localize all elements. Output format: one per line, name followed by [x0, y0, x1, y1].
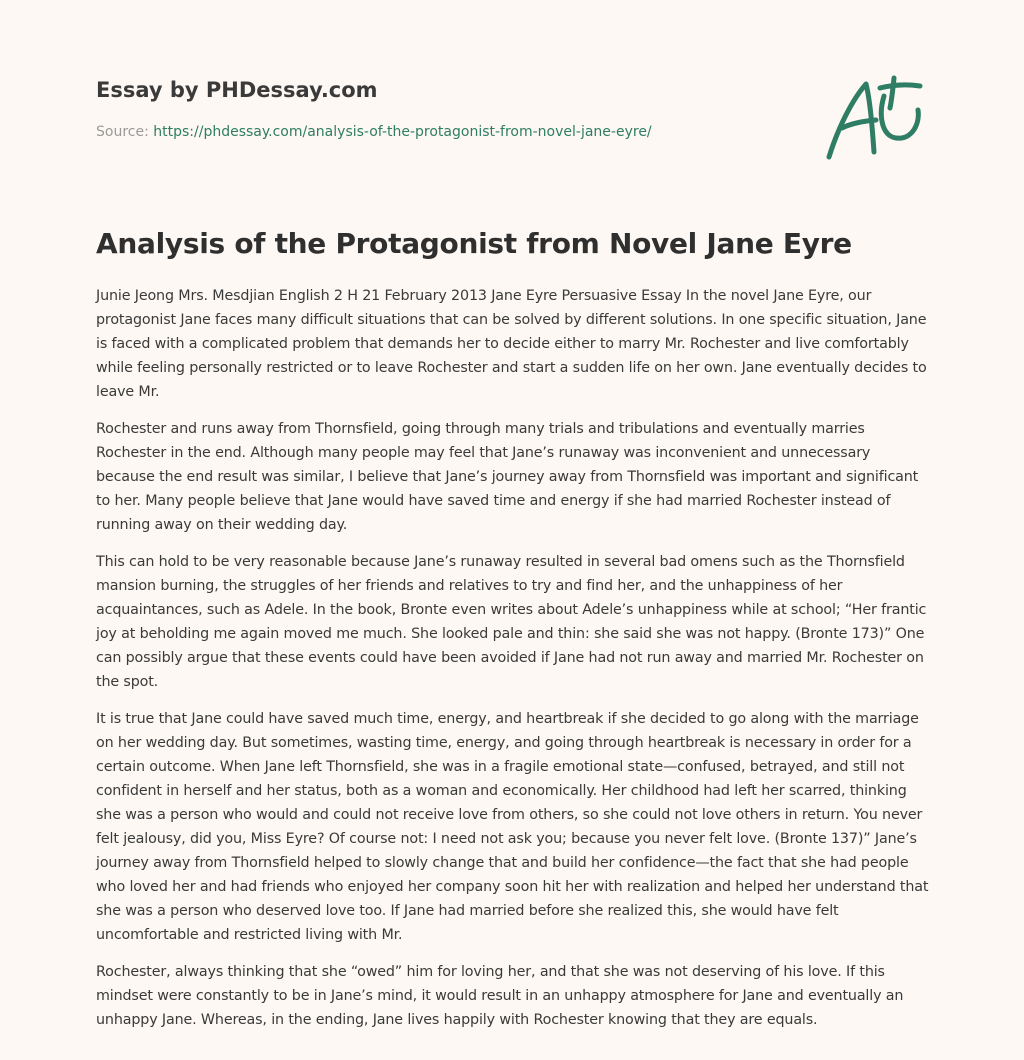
source-line — [96, 122, 796, 142]
paragraph: Rochester, always thinking that she “owed” him for loving her, and that she was not deserving of his love. If this mindset were constantly to be in Jane’s mind, it would result in an unhappy atmosphere for Jane and eventually an unhappy Jane. Whereas, in the ending, Jane lives happily with Rochester knowing that they are equals. — [96, 964, 904, 1028]
source-link[interactable]: https://phdessay.com/analysis-of-the-protagonist-from-novel-jane-eyre/ — [153, 124, 652, 140]
site-title: Essay by PHDessay.com — [96, 78, 378, 102]
paragraph: Junie Jeong Mrs. Mesdjian English 2 H 21 February 2013 Jane Eyre Persuasive Essay In the novel Jane Eyre, our protagonist Jane faces many difficult situations that can be solved by different solutions. In one specific situation, Jane is faced with a complicated problem that demands her to decide either to marry Mr. Rochester and live comfortably while feeling personally restricted or to leave Rochester and start a sudden life on her own. Jane eventually decides to leave Mr. — [96, 288, 927, 400]
article-body — [96, 284, 932, 1045]
paragraph: This can hold to be very reasonable because Jane’s runaway resulted in several bad omens such as the Thornsfield mansion burning, the struggles of her friends and relatives to try and find her, and the unhappiness of her acquaintances, such as Adele. In the book, Bronte even writes about Adele’s unhappiness while at school; “Her frantic joy at beholding me again moved me much. She looked pale and thin: she said she was not happy. (Bronte 173)” One can possibly argue that these events could have been avoided if Jane had not run away and married Mr. Rochester on the spot. — [96, 554, 927, 690]
paragraph: It is true that Jane could have saved much time, energy, and heartbreak if she decided to go along with the marriage on her wedding day. But sometimes, wasting time, energy, and going through heartbreak is necessary in order for a certain outcome. When Jane left Thornsfield, she was in a fragile emotional state—confused, betrayed, and still not confident in herself and her status, both as a woman and economically. Her childhood had left her scarred, thinking she was a person who would and could not receive love from others, so she could not love others in return. You never felt jealousy, did you, Miss Eyre? Of course not: I need not ask you; because you never felt love. (Bronte 137)” Jane’s journey away from Thornsfield helped to slowly change that and build her confidence—the fact that she had people who loved her and had friends who enjoyed her company soon hit her with realization and helped her understand that she was a person who deserved love too. If Jane had married before she realized this, she would have felt uncomfortable and restricted living with Mr. — [96, 711, 929, 943]
paragraph: Rochester and runs away from Thornsfield, going through many trials and tribulations and eventually marries Rochester in the end. Although many people may feel that Jane’s runaway was inconvenient and unnecessary because the end result was similar, I believe that Jane’s journey away from Thornsfield was important and significant to her. Many people believe that Jane would have saved time and energy if she had married Rochester instead of running away on their wedding day. — [96, 421, 919, 533]
a-plus-logo-icon — [820, 66, 930, 166]
source-label: Source: — [96, 124, 154, 140]
article-title: Analysis of the Protagonist from Novel Jane Eyre — [96, 227, 852, 260]
page-header — [96, 76, 796, 142]
